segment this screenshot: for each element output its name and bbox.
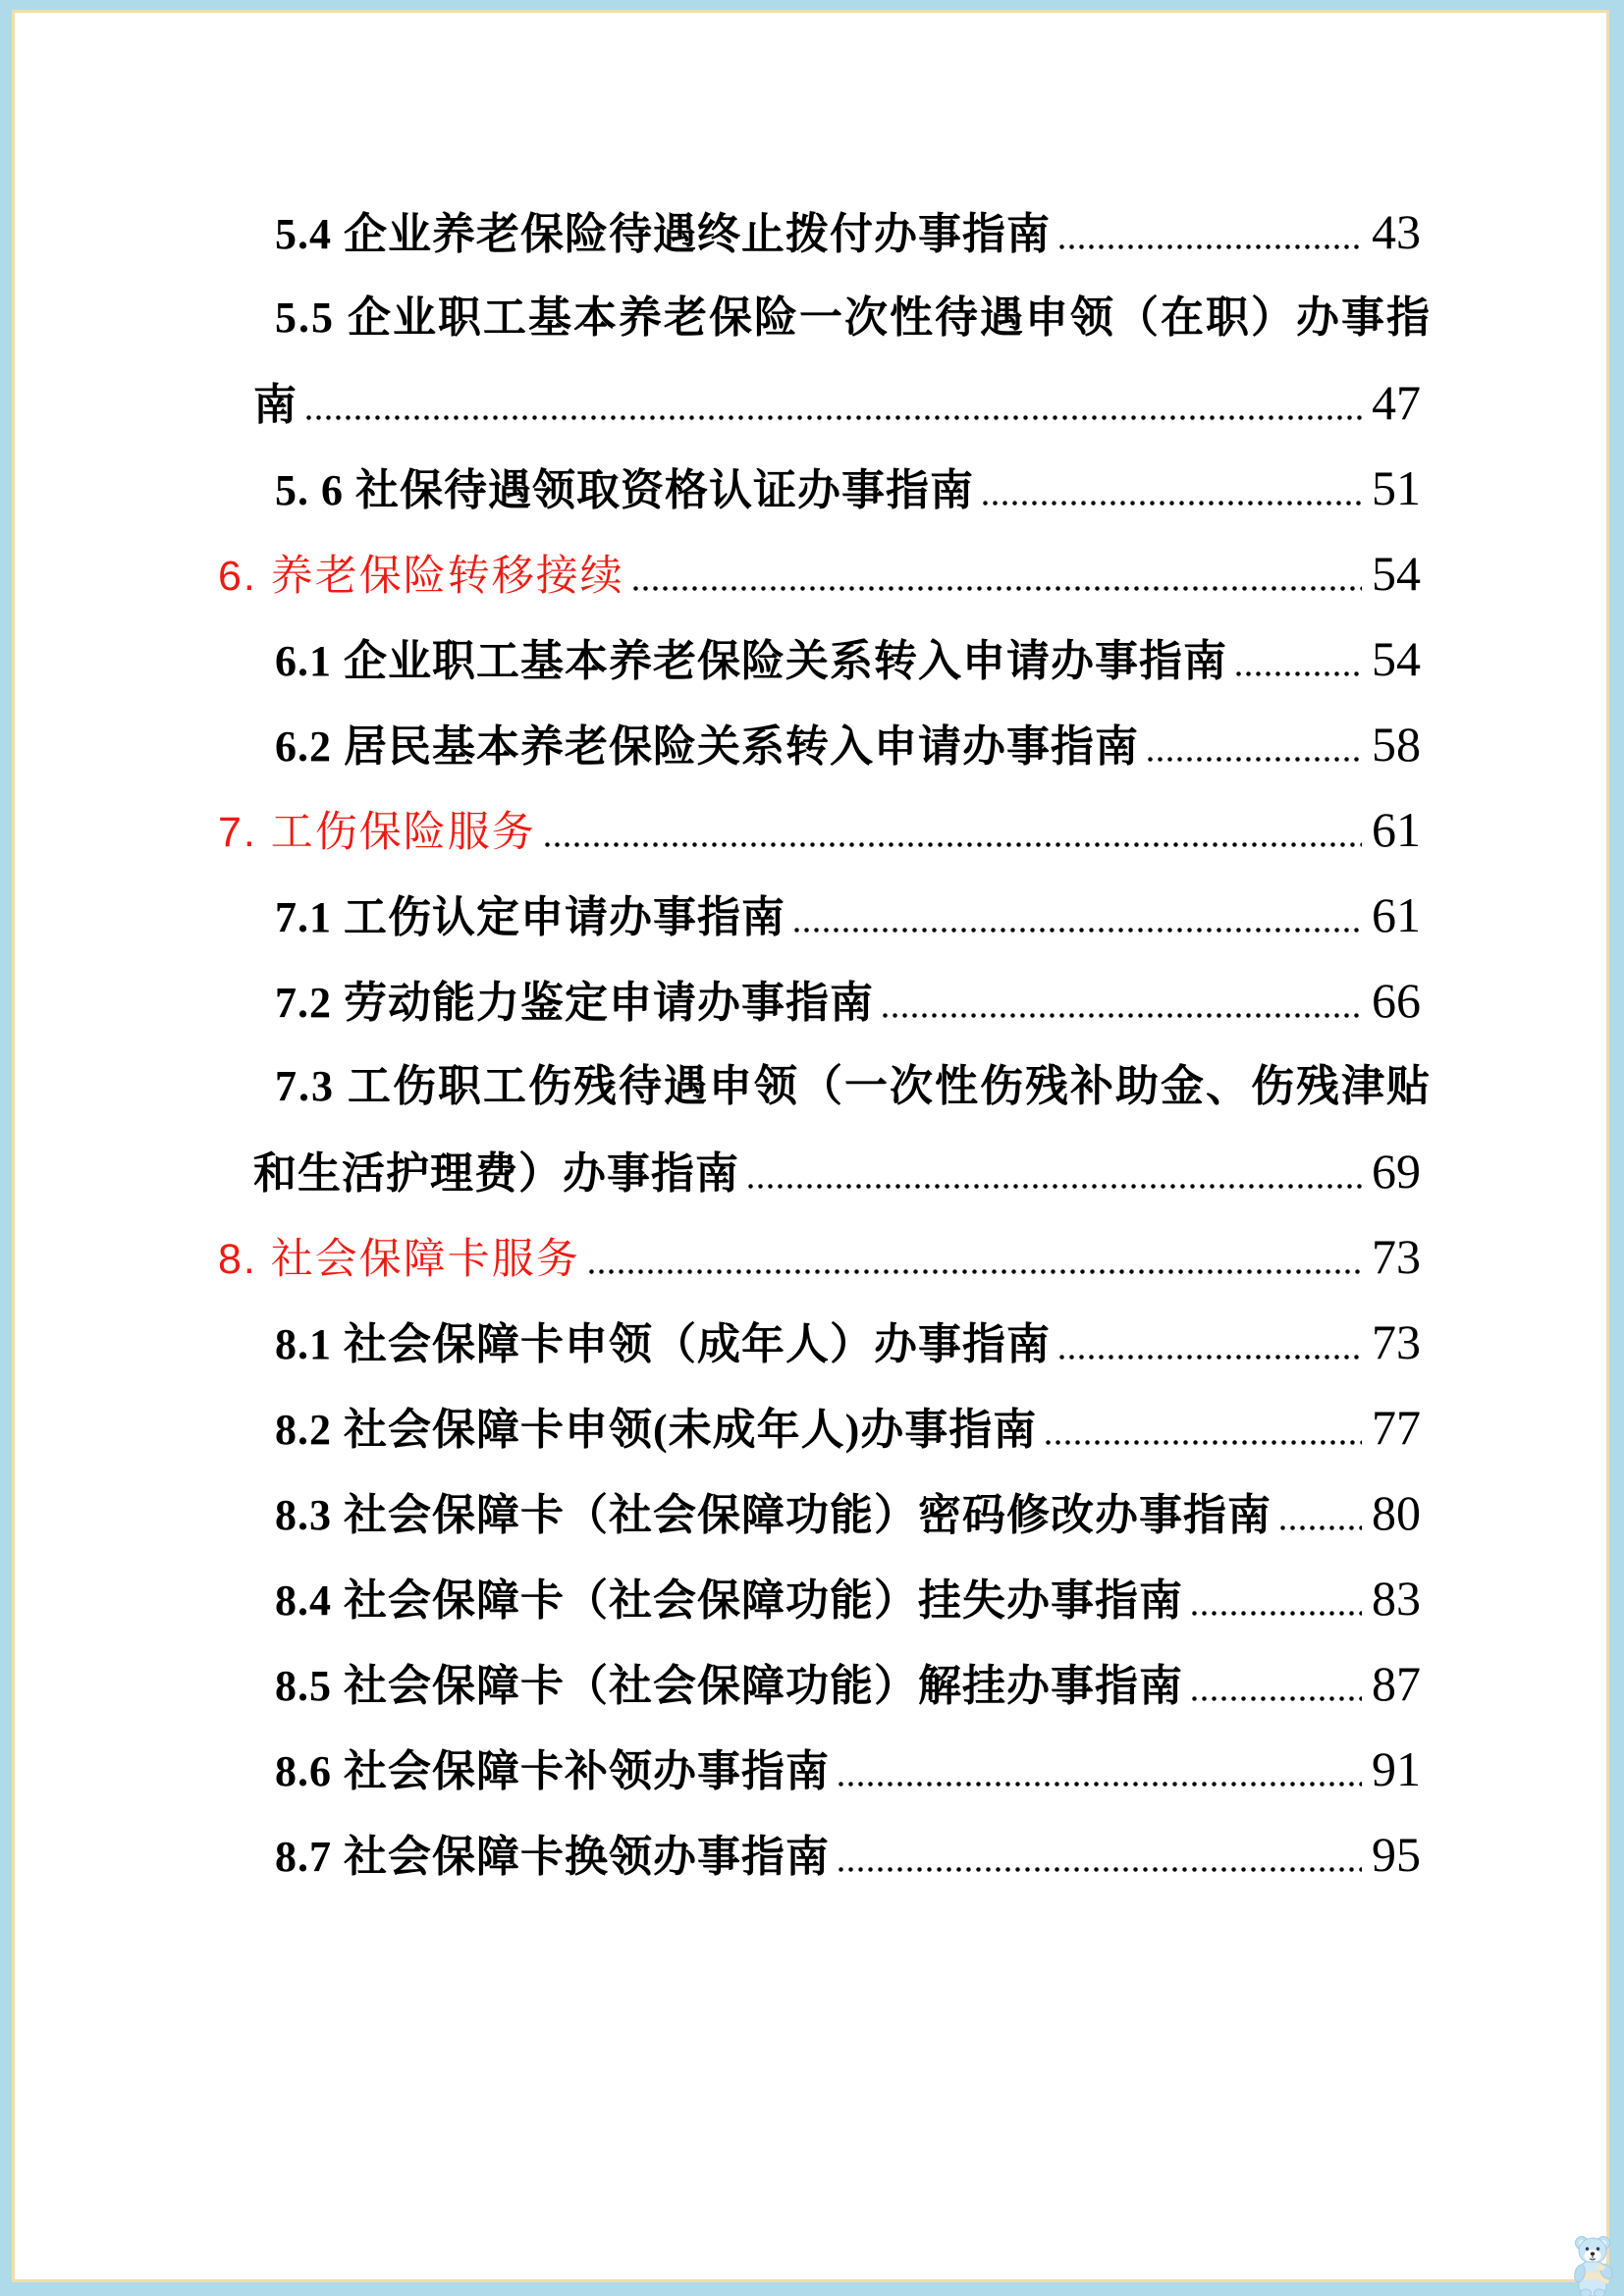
toc-entry-label: 5.5 企业职工基本养老保险一次性待遇申领（在职）办事指 — [275, 294, 1432, 342]
toc-entry[interactable] — [218, 360, 1421, 446]
toc-entry-label: 6.1 企业职工基本养老保险关系转入申请办事指南 — [275, 637, 1227, 685]
toc-entry[interactable] — [218, 1043, 1432, 1129]
toc-entry-label: 6.2 居民基本养老保险关系转入申请办事指南 — [275, 722, 1139, 771]
dot-leader — [839, 1781, 1362, 1788]
dot-leader — [306, 414, 1362, 421]
toc-page-number: 58 — [1372, 717, 1421, 772]
toc-entry[interactable] — [218, 1385, 1421, 1470]
teddy-bear-icon — [1570, 2233, 1619, 2296]
toc-page-number: 87 — [1372, 1656, 1421, 1711]
toc-entry[interactable] — [218, 1300, 1421, 1385]
toc-entry-label: 8.6 社会保障卡补领办事指南 — [275, 1747, 830, 1795]
dot-leader — [1046, 1439, 1362, 1446]
toc-entry[interactable] — [218, 446, 1421, 531]
dot-leader — [748, 1183, 1362, 1190]
dot-leader — [589, 1268, 1362, 1275]
dot-leader — [545, 841, 1362, 848]
dot-leader — [794, 927, 1362, 934]
dot-leader — [983, 500, 1362, 507]
toc-page-number: 51 — [1372, 460, 1421, 515]
toc-page-number: 47 — [1372, 375, 1421, 430]
toc-entry-label: 8.1 社会保障卡申领（成年人）办事指南 — [275, 1320, 1051, 1368]
toc-page-number: 43 — [1372, 204, 1421, 259]
toc-entry[interactable] — [218, 958, 1421, 1043]
toc-entry-label: 8.3 社会保障卡（社会保障功能）密码修改办事指南 — [275, 1491, 1272, 1539]
toc-entry-label: 8. 社会保障卡服务 — [218, 1236, 580, 1283]
toc-entry-label: 8.7 社会保障卡换领办事指南 — [275, 1833, 830, 1881]
toc-entry[interactable] — [218, 1812, 1421, 1897]
toc-page-number: 61 — [1372, 887, 1421, 942]
toc-page-number: 73 — [1372, 1229, 1421, 1284]
toc-entry-label: 7.1 工伤认定申请办事指南 — [275, 893, 785, 941]
toc-entry-label: 5.4 企业养老保险待遇终止拨付办事指南 — [275, 210, 1051, 258]
toc-entry[interactable] — [218, 1641, 1421, 1727]
dot-leader — [1192, 1695, 1362, 1702]
toc-page-number: 91 — [1372, 1741, 1421, 1796]
toc-page-number: 69 — [1372, 1144, 1421, 1199]
toc-section-entry[interactable] — [218, 1214, 1421, 1300]
toc-entry-label: 7.3 工伤职工伤残待遇申领（一次性伤残补助金、伤残津贴 — [275, 1062, 1432, 1110]
toc-entry[interactable] — [218, 1727, 1421, 1812]
toc-entry-label: 南 — [253, 381, 298, 429]
toc-entry-label: 6. 养老保险转移接续 — [218, 553, 624, 600]
toc-page-number: 73 — [1372, 1314, 1421, 1369]
toc-page-number: 77 — [1372, 1400, 1421, 1455]
toc-section-entry[interactable] — [218, 787, 1421, 873]
toc-entry[interactable] — [218, 873, 1421, 958]
toc-entry-label: 5. 6 社保待遇领取资格认证办事指南 — [275, 466, 974, 514]
toc-page-number: 66 — [1372, 973, 1421, 1028]
toc-page-number: 61 — [1372, 802, 1421, 857]
toc-entry[interactable] — [218, 702, 1421, 787]
page-content — [12, 10, 1609, 2282]
toc-entry-label: 8.4 社会保障卡（社会保障功能）挂失办事指南 — [275, 1576, 1183, 1625]
toc-entry[interactable] — [218, 1470, 1421, 1556]
toc-list — [218, 189, 1432, 1897]
dot-leader — [633, 585, 1362, 592]
dot-leader — [1148, 756, 1362, 763]
dot-leader — [1192, 1610, 1362, 1617]
toc-entry-label: 7. 工伤保险服务 — [218, 809, 536, 856]
toc-page-number: 54 — [1372, 546, 1421, 601]
toc-entry-label: 和生活护理费）办事指南 — [253, 1149, 739, 1198]
dot-leader — [1280, 1524, 1362, 1531]
toc-page-number: 54 — [1372, 631, 1421, 686]
toc-entry-label: 8.5 社会保障卡（社会保障功能）解挂办事指南 — [275, 1662, 1183, 1710]
toc-page-number: 95 — [1372, 1827, 1421, 1882]
toc-entry[interactable] — [218, 1556, 1421, 1641]
toc-entry[interactable] — [218, 616, 1421, 702]
toc-entry[interactable] — [218, 189, 1421, 275]
dot-leader — [1059, 243, 1362, 250]
dot-leader — [1236, 670, 1362, 677]
dot-leader — [1059, 1354, 1362, 1361]
dot-leader — [883, 1012, 1362, 1019]
dot-leader — [839, 1866, 1362, 1873]
toc-entry-label: 7.2 劳动能力鉴定申请办事指南 — [275, 979, 874, 1027]
toc-entry-label: 8.2 社会保障卡申领(未成年人)办事指南 — [275, 1406, 1038, 1454]
toc-page-number: 80 — [1372, 1485, 1421, 1540]
toc-page-number: 83 — [1372, 1571, 1421, 1626]
toc-entry[interactable] — [218, 275, 1432, 360]
toc-section-entry[interactable] — [218, 531, 1421, 616]
toc-entry[interactable] — [218, 1129, 1421, 1214]
